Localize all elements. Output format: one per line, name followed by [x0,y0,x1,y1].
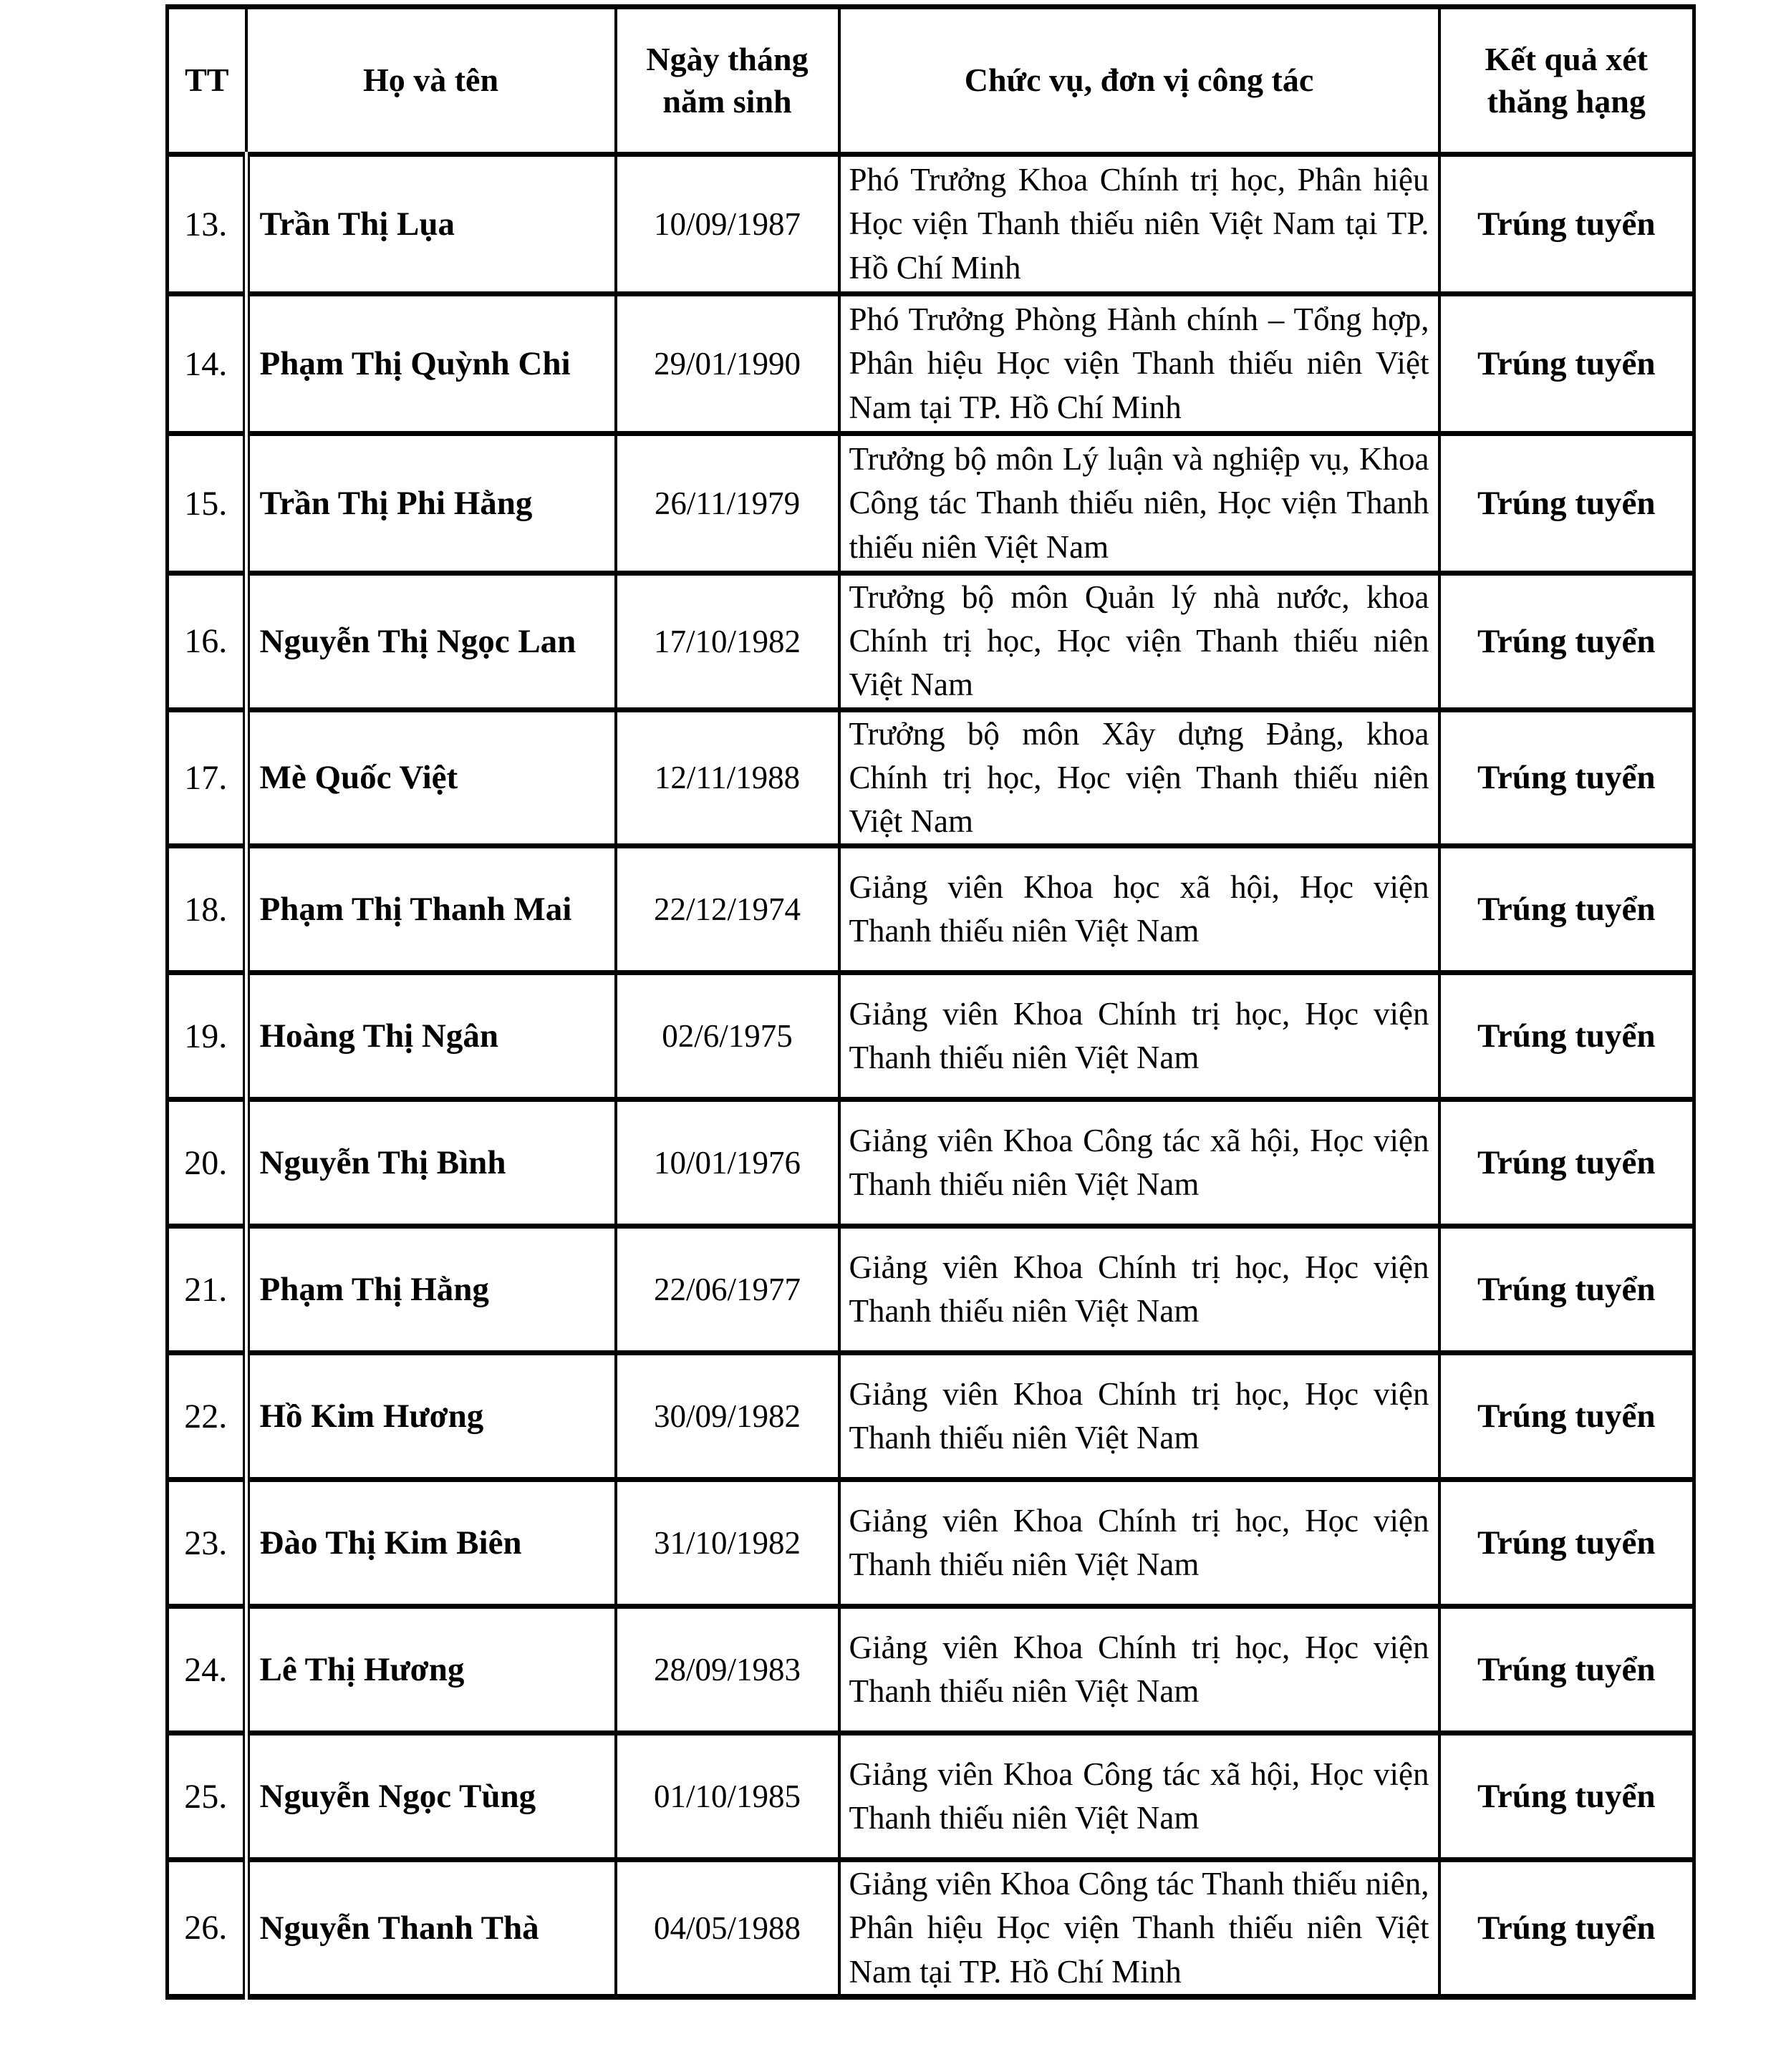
table-row [168,1353,1694,1480]
cell-index: 23. [168,1480,246,1607]
cell-index: 16. [168,573,246,710]
cell-index: 15. [168,434,246,573]
cell-index: 13. [168,155,246,294]
cell-index: 22. [168,1353,246,1480]
cell-name: Hoàng Thị Ngân [246,973,616,1100]
header-dob: Ngày tháng năm sinh [616,7,839,155]
cell-result: Trúng tuyển [1439,1733,1694,1860]
cell-name: Nguyễn Thanh Thà [246,1860,616,1997]
table-row [168,1733,1694,1860]
cell-position: Giảng viên Khoa Công tác xã hội, Học viện Thanh thiếu niên Việt Nam [839,1733,1439,1860]
cell-dob: 01/10/1985 [616,1733,839,1860]
table-row [168,1860,1694,1997]
cell-result: Trúng tuyển [1439,1860,1694,1997]
table-row [168,973,1694,1100]
table-body [168,155,1694,1997]
cell-index: 20. [168,1100,246,1226]
table-row [168,846,1694,973]
cell-dob: 04/05/1988 [616,1860,839,1997]
table-row [168,1100,1694,1226]
cell-name: Đào Thị Kim Biên [246,1480,616,1607]
cell-result: Trúng tuyển [1439,294,1694,434]
cell-result: Trúng tuyển [1439,973,1694,1100]
cell-index: 19. [168,973,246,1100]
cell-result: Trúng tuyển [1439,710,1694,846]
cell-name: Trần Thị Lụa [246,155,616,294]
cell-result: Trúng tuyển [1439,1353,1694,1480]
cell-position: Giảng viên Khoa Chính trị học, Học viện Thanh thiếu niên Việt Nam [839,1226,1439,1353]
cell-position: Giảng viên Khoa Chính trị học, Học viện Thanh thiếu niên Việt Nam [839,973,1439,1100]
table-row [168,1226,1694,1353]
cell-dob: 10/09/1987 [616,155,839,294]
cell-result: Trúng tuyển [1439,155,1694,294]
cell-position: Giảng viên Khoa Chính trị học, Học viện Thanh thiếu niên Việt Nam [839,1480,1439,1607]
cell-index: 24. [168,1607,246,1733]
cell-result: Trúng tuyển [1439,1607,1694,1733]
cell-dob: 30/09/1982 [616,1353,839,1480]
cell-dob: 17/10/1982 [616,573,839,710]
cell-name: Trần Thị Phi Hằng [246,434,616,573]
cell-position: Phó Trưởng Phòng Hành chính – Tổng hợp, Phân hiệu Học viện Thanh thiếu niên Việt Nam tại TP. Hồ Chí Minh [839,294,1439,434]
cell-result: Trúng tuyển [1439,573,1694,710]
cell-name: Phạm Thị Quỳnh Chi [246,294,616,434]
cell-dob: 10/01/1976 [616,1100,839,1226]
cell-position: Trưởng bộ môn Xây dựng Đảng, khoa Chính trị học, Học viện Thanh thiếu niên Việt Nam [839,710,1439,846]
table-row [168,155,1694,294]
cell-position: Giảng viên Khoa Công tác xã hội, Học viện Thanh thiếu niên Việt Nam [839,1100,1439,1226]
header-tt: TT [168,7,246,155]
cell-name: Nguyễn Thị Bình [246,1100,616,1226]
cell-dob: 26/11/1979 [616,434,839,573]
cell-index: 26. [168,1860,246,1997]
header-name: Họ và tên [246,7,616,155]
table-row [168,1480,1694,1607]
table-row [168,1607,1694,1733]
cell-dob: 22/06/1977 [616,1226,839,1353]
cell-result: Trúng tuyển [1439,1226,1694,1353]
promotion-results-table [165,4,1696,2000]
cell-position: Trưởng bộ môn Lý luận và nghiệp vụ, Khoa Công tác Thanh thiếu niên, Học viện Thanh thiếu niên Việt Nam [839,434,1439,573]
cell-name: Mè Quốc Việt [246,710,616,846]
cell-name: Lê Thị Hương [246,1607,616,1733]
cell-position: Giảng viên Khoa học xã hội, Học viện Thanh thiếu niên Việt Nam [839,846,1439,973]
cell-position: Giảng viên Khoa Chính trị học, Học viện Thanh thiếu niên Việt Nam [839,1353,1439,1480]
cell-index: 18. [168,846,246,973]
cell-dob: 28/09/1983 [616,1607,839,1733]
cell-dob: 12/11/1988 [616,710,839,846]
cell-name: Hồ Kim Hương [246,1353,616,1480]
cell-position: Giảng viên Khoa Chính trị học, Học viện Thanh thiếu niên Việt Nam [839,1607,1439,1733]
cell-index: 14. [168,294,246,434]
table-row [168,573,1694,710]
cell-index: 25. [168,1733,246,1860]
cell-position: Trưởng bộ môn Quản lý nhà nước, khoa Chính trị học, Học viện Thanh thiếu niên Việt Nam [839,573,1439,710]
cell-index: 21. [168,1226,246,1353]
table-row [168,434,1694,573]
cell-result: Trúng tuyển [1439,846,1694,973]
cell-result: Trúng tuyển [1439,434,1694,573]
cell-dob: 22/12/1974 [616,846,839,973]
cell-name: Phạm Thị Thanh Mai [246,846,616,973]
cell-position: Giảng viên Khoa Công tác Thanh thiếu niên, Phân hiệu Học viện Thanh thiếu niên Việt Nam tại TP. Hồ Chí Minh [839,1860,1439,1997]
cell-dob: 02/6/1975 [616,973,839,1100]
header-row [168,7,1694,155]
header-result: Kết quả xét thăng hạng [1439,7,1694,155]
cell-index: 17. [168,710,246,846]
cell-name: Nguyễn Ngọc Tùng [246,1733,616,1860]
cell-result: Trúng tuyển [1439,1480,1694,1607]
cell-result: Trúng tuyển [1439,1100,1694,1226]
cell-position: Phó Trưởng Khoa Chính trị học, Phân hiệu Học viện Thanh thiếu niên Việt Nam tại TP. Hồ Chí Minh [839,155,1439,294]
cell-name: Phạm Thị Hằng [246,1226,616,1353]
cell-dob: 29/01/1990 [616,294,839,434]
table-row [168,294,1694,434]
cell-name: Nguyễn Thị Ngọc Lan [246,573,616,710]
cell-dob: 31/10/1982 [616,1480,839,1607]
table-row [168,710,1694,846]
header-position: Chức vụ, đơn vị công tác [839,7,1439,155]
